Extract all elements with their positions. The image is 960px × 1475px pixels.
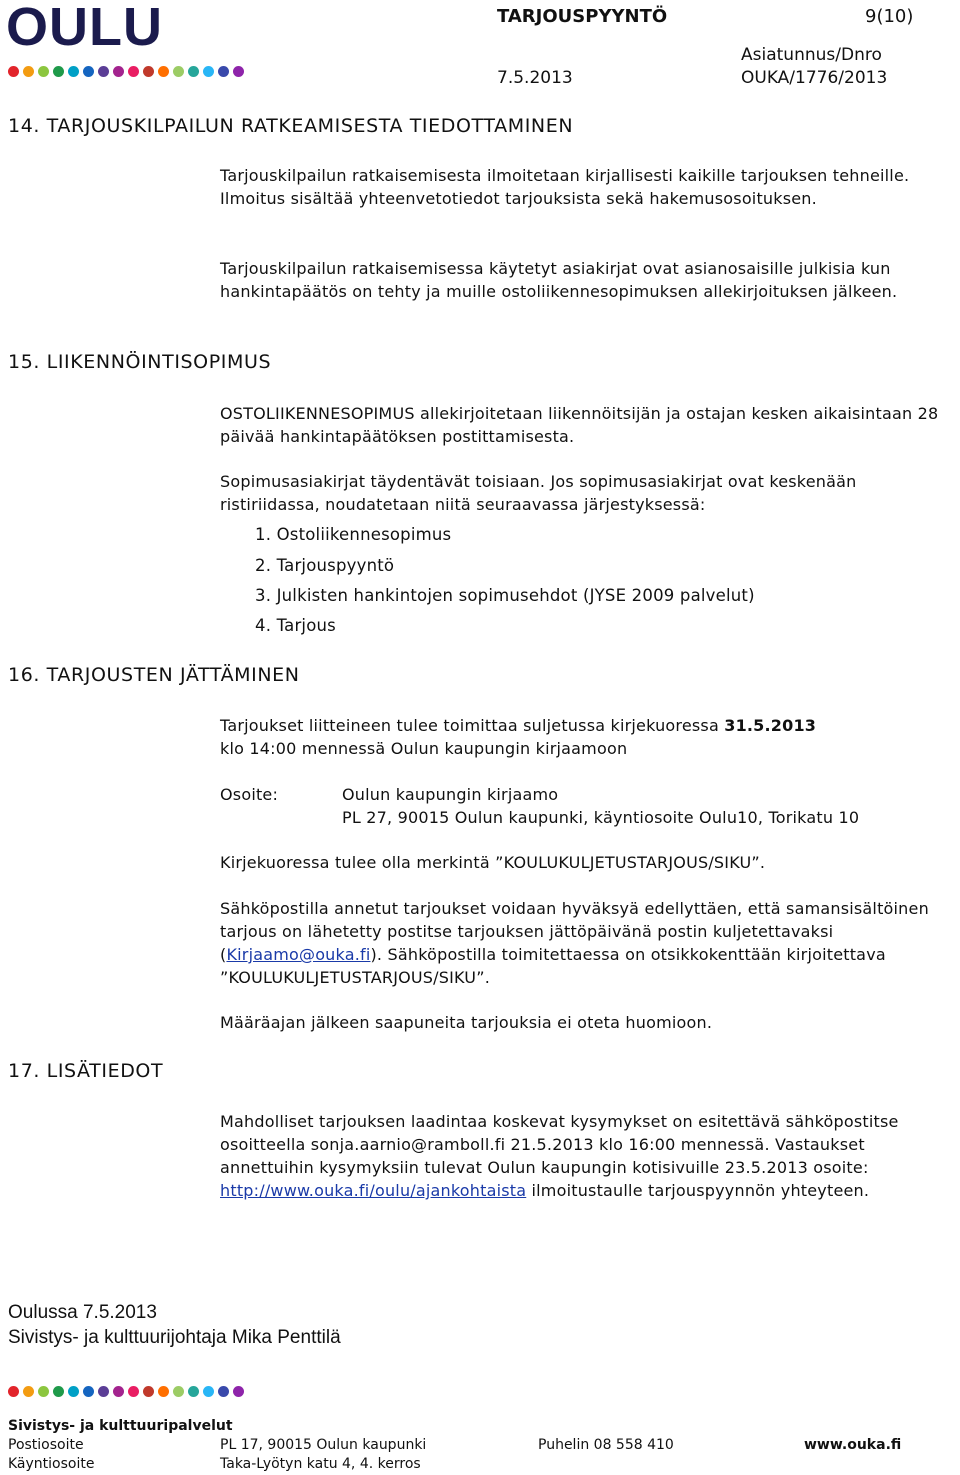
color-dot — [23, 66, 34, 77]
section-14-paragraph-2: Tarjouskilpailun ratkaisemisessa käytetyt asiakirjat ovat asianosaisille julkisia kun hankintapäätös on tehty ja muille ostoliikennesopimuksen allekirjoituksen jälkeen. — [220, 259, 898, 301]
section-15-paragraph-1: OSTOLIIKENNESOPIMUS allekirjoitetaan liikennöitsijän ja ostajan kesken aikaisintaan 28 päivää hankintapäätöksen postittamisesta. — [220, 404, 939, 446]
footer-phone: Puhelin 08 558 410 — [538, 1437, 674, 1453]
section-15-heading: 15. LIIKENNÖINTISOPIMUS — [8, 351, 272, 373]
deadline-time: klo 14:00 mennessä Oulun kaupungin kirjaamoon — [220, 739, 628, 758]
color-dots-bottom — [8, 1386, 244, 1397]
list-item: 4. Tarjous — [255, 616, 336, 635]
envelope-marking: Kirjekuoressa tulee olla merkintä ”KOULUKULJETUSTARJOUS/SIKU”. — [220, 853, 766, 872]
footer-visit-value: Taka-Lyötyn katu 4, 4. kerros — [220, 1456, 421, 1472]
color-dot — [218, 1386, 229, 1397]
ref-value: OUKA/1776/2013 — [741, 68, 888, 88]
color-dot — [143, 1386, 154, 1397]
color-dot — [233, 1386, 244, 1397]
color-dot — [68, 66, 79, 77]
list-item: 3. Julkisten hankintojen sopimusehdot (JYSE 2009 palvelut) — [255, 586, 755, 605]
color-dot — [8, 1386, 19, 1397]
deadline-date: 31.5.2013 — [724, 716, 817, 735]
color-dot — [113, 1386, 124, 1397]
color-dot — [68, 1386, 79, 1397]
color-dot — [53, 1386, 64, 1397]
email-paragraph — [220, 897, 955, 989]
color-dot — [128, 66, 139, 77]
deadline-text: Tarjoukset liitteineen tulee toimittaa suljetussa kirjekuoressa — [220, 716, 725, 735]
color-dot — [83, 1386, 94, 1397]
oulu-logo: OULU — [6, 0, 163, 57]
footer-postal-label: Postiosoite — [8, 1437, 84, 1453]
section-17-heading: 17. LISÄTIEDOT — [8, 1060, 164, 1082]
page-number: 9(10) — [865, 6, 914, 27]
color-dot — [38, 1386, 49, 1397]
section-14-paragraph-1: Tarjouskilpailun ratkaisemisesta ilmoitetaan kirjallisesti kaikille tarjouksen tehneille. Ilmoitus sisältää yhteenvetotiedot tarjouksista sekä hakemusosoituksen. — [220, 166, 910, 208]
address-line-1: Oulun kaupungin kirjaamo — [342, 785, 559, 804]
list-item: 2. Tarjouspyyntö — [255, 556, 395, 575]
section-14-heading: 14. TARJOUSKILPAILUN RATKEAMISESTA TIEDOTTAMINEN — [8, 115, 574, 137]
signer: Sivistys- ja kulttuurijohtaja Mika Penttilä — [8, 1327, 341, 1348]
color-dot — [203, 66, 214, 77]
footer-org: Sivistys- ja kulttuuripalvelut — [8, 1418, 233, 1434]
color-dots-top — [8, 66, 244, 77]
color-dot — [218, 66, 229, 77]
doc-date: 7.5.2013 — [497, 68, 573, 88]
color-dot — [233, 66, 244, 77]
color-dot — [203, 1386, 214, 1397]
footer-web[interactable]: www.ouka.fi — [804, 1437, 902, 1453]
footer-visit-label: Käyntiosoite — [8, 1456, 95, 1472]
email-text-b: ). Sähköpostilla toimitettaessa on otsikkokenttään kirjoitettava ”KOULUKULJETUSTARJOUS/SIKU”. — [220, 945, 886, 987]
kirjaamo-email-link[interactable]: Kirjaamo@ouka.fi — [226, 945, 371, 964]
color-dot — [128, 1386, 139, 1397]
info-text-b: ilmoitustaulle tarjouspyynnön yhteyteen. — [526, 1181, 870, 1200]
list-item: 1. Ostoliikennesopimus — [255, 525, 452, 544]
color-dot — [188, 66, 199, 77]
color-dot — [83, 66, 94, 77]
color-dot — [98, 1386, 109, 1397]
place-date: Oulussa 7.5.2013 — [8, 1302, 157, 1323]
color-dot — [53, 66, 64, 77]
footer-postal-value: PL 17, 90015 Oulun kaupunki — [220, 1437, 427, 1453]
color-dot — [38, 66, 49, 77]
section-16-heading: 16. TARJOUSTEN JÄTTÄMINEN — [8, 664, 300, 686]
section-17-paragraph — [220, 1110, 955, 1202]
address-line-2: PL 27, 90015 Oulun kaupunki, käyntiosoite Oulu10, Torikatu 10 — [342, 808, 860, 827]
color-dot — [158, 66, 169, 77]
color-dot — [173, 66, 184, 77]
color-dot — [8, 66, 19, 77]
address-label: Osoite: — [220, 785, 279, 804]
color-dot — [158, 1386, 169, 1397]
color-dot — [188, 1386, 199, 1397]
doc-type: TARJOUSPYYNTÖ — [497, 6, 668, 27]
color-dot — [143, 66, 154, 77]
color-dot — [113, 66, 124, 77]
color-dot — [23, 1386, 34, 1397]
section-15-paragraph-2: Sopimusasiakirjat täydentävät toisiaan. Jos sopimusasiakirjat ovat keskenään ristiriidassa, noudatetaan niitä seuraavassa järjestyksessä: — [220, 472, 857, 514]
color-dot — [98, 66, 109, 77]
email-text-a: Sähköpostilla annetut tarjoukset voidaan hyväksyä edellyttäen, että samansisältöinen tarjous on lähetetty postitse tarjouksen jättöpäivänä postin kuljetettavaksi ( — [220, 899, 929, 964]
info-text-a: Mahdolliset tarjouksen laadintaa koskevat kysymykset on esitettävä sähköpostitse osoitteella sonja.aarnio@ramboll.fi 21.5.2013 klo 16:00 mennessä. Vastaukset annettuihin kysymyksiin tulevat Oulun kaupungin kotisivuille 23.5.2013 osoite: — [220, 1112, 899, 1177]
color-dot — [173, 1386, 184, 1397]
deadline-paragraph — [220, 714, 955, 760]
late-offers-note: Määräajan jälkeen saapuneita tarjouksia ei oteta huomioon. — [220, 1013, 713, 1032]
ouka-news-link[interactable]: http://www.ouka.fi/oulu/ajankohtaista — [220, 1181, 527, 1200]
ref-label: Asiatunnus/Dnro — [741, 45, 882, 65]
